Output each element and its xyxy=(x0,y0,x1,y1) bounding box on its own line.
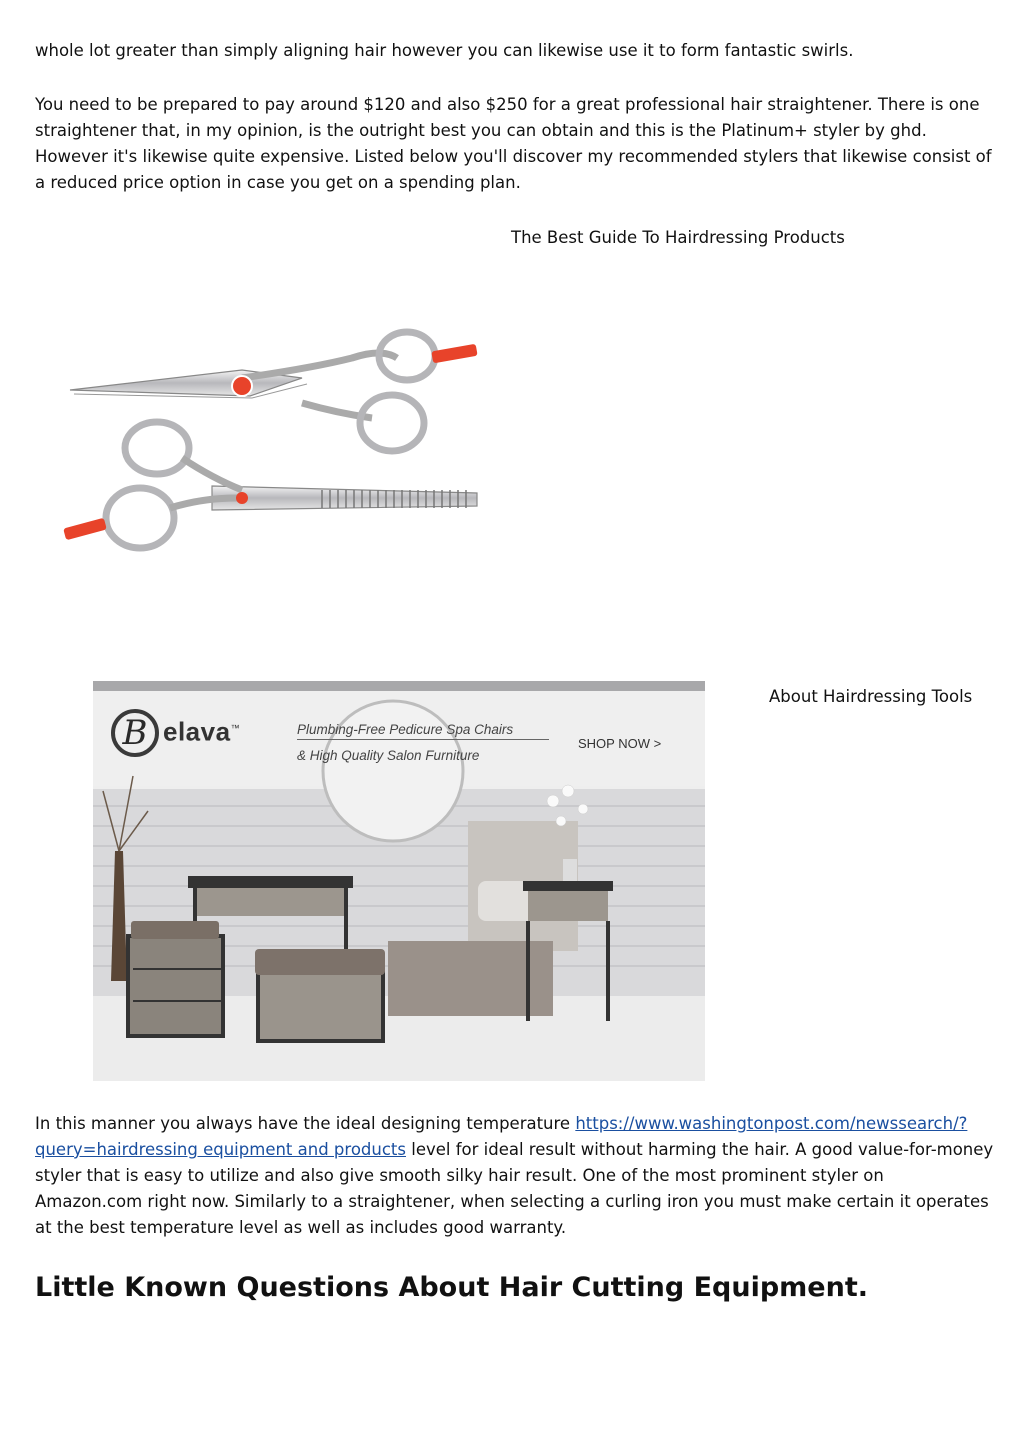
trademark-mark: ™ xyxy=(230,723,241,733)
paragraph-3-text-start: In this manner you always have the ideal designing temperature xyxy=(35,1114,576,1133)
paragraph-3 xyxy=(35,1111,995,1241)
ad-tagline-1: Plumbing-Free Pedicure Spa Chairs xyxy=(297,722,514,737)
paragraph-3-text-end: level for ideal result without harming the hair. A good value-for-money styler that is easy to utilize and also give smooth silky hair result. One of the most prominent styler on Amazon.com right now. Similarly to a straightener, when selecting a curling iron you must make certain it operates at the best temperature level as well as includes good warranty. xyxy=(35,1140,994,1237)
section-heading: Little Known Questions About Hair Cutting Equipment. xyxy=(35,1272,869,1303)
scissors-image xyxy=(52,318,492,568)
ad-tagline-2: & High Quality Salon Furniture xyxy=(297,748,480,763)
logo-letter: B xyxy=(111,709,159,757)
shop-now-link[interactable]: SHOP NOW > xyxy=(578,736,662,751)
paragraph-2: You need to be prepared to pay around $120 and also $250 for a great professional hair straightener. There is one straightener that, in my opinion, is the outright best you can obtain and this is the Platinum+ styler by ghd. However it's likewise quite expensive. Listed below you'll discover my recommended stylers that likewise consist of a reduced price option in case you get on a spending plan. xyxy=(35,95,992,192)
belava-logo xyxy=(111,709,281,765)
logo-text: elava xyxy=(163,716,231,747)
image-caption-hairdressing-products: The Best Guide To Hairdressing Products xyxy=(511,228,845,247)
paragraph-1: whole lot greater than simply aligning hair however you can likewise use it to form fantastic swirls. xyxy=(35,41,854,60)
ad-divider xyxy=(297,739,549,740)
belava-ad-banner[interactable] xyxy=(93,681,705,1081)
image-caption-hairdressing-tools: About Hairdressing Tools xyxy=(769,687,973,706)
washingtonpost-search-link[interactable]: https://www.washingtonpost.com/newssearch/?query=hairdressing equipment and products xyxy=(35,1114,968,1159)
